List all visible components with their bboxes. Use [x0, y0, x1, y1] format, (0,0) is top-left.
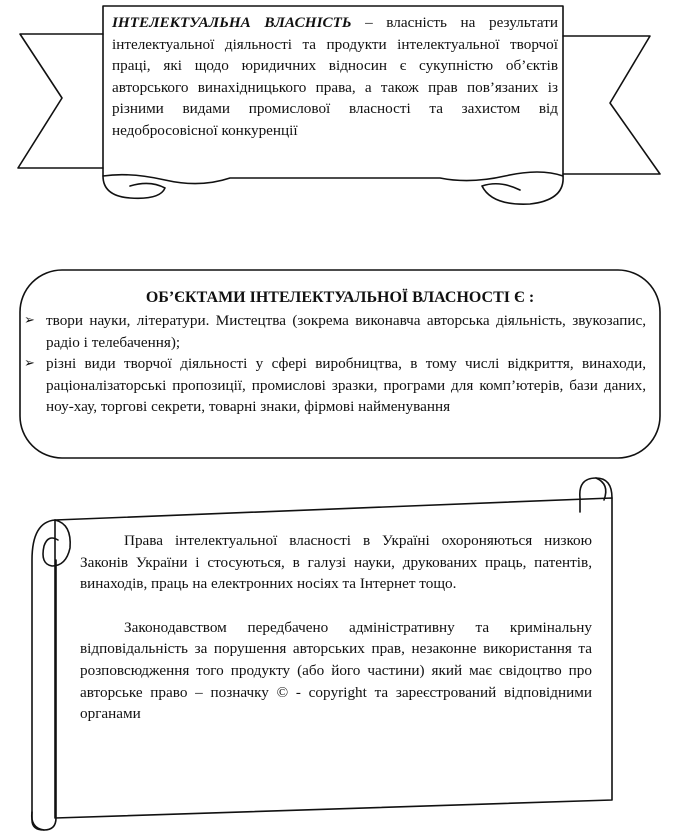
banner-curl-right	[482, 176, 563, 204]
banner-curl-left	[103, 176, 165, 198]
scroll-top-roll-inner	[596, 478, 606, 500]
scroll-left-curl	[43, 520, 70, 566]
list-item-text: твори науки, літератури. Мистецтва (зокрема виконавча авторська діяльність, звукозапис, радіо і телебачення);	[46, 312, 646, 351]
objects-box	[20, 270, 660, 418]
definition-text: – власність на результати інтелектуальної діяльності та продукти інтелектуальної творчої праці, які щодо юридичних відносин є сукупністю об’єктів авторського винахідницького права, а також прав пов’язаних із різними видами промислової власності та захистом від недобросовісної конкуренції	[112, 14, 558, 139]
scroll-content	[80, 530, 592, 747]
arrow-bullet-icon: ➢	[24, 313, 35, 328]
definition-block	[112, 12, 558, 142]
scroll-paragraph: Законодавством передбачено адміністративну та кримінальну відповідальність за порушення авторських прав, незаконне використання та розповсюдження того продукту (або його частини) який має свідоцтво про авторське право – позначку © - copyright та зареєстрований відповідними органами	[80, 618, 592, 723]
scroll-paragraph: Права інтелектуальної власності в Україні охороняються низкою Законів України і стосуються, в галузі науки, друкованих праць, патентів, винаходів, праць на електронних носіях та Інтернет тощо.	[80, 532, 592, 593]
definition-term: ІНТЕЛЕКТУАЛЬНА ВЛАСНІСТЬ	[112, 14, 352, 31]
list-item	[20, 353, 646, 418]
banner-right-tail	[563, 36, 660, 174]
list-item-text: різні види творчої діяльності у сфері виробництва, в тому числі відкриття, винаходи, раціоналізаторські пропозиції, промислові зразки, програми для комп’ютерів, бази даних, ноу-хау, торгові секрети, товарні знаки, фірмові найменування	[46, 355, 646, 415]
objects-title: ОБ’ЄКТАМИ ІНТЕЛЕКТУАЛЬНОЇ ВЛАСНОСТІ Є :	[145, 289, 535, 306]
scroll-top-roll	[580, 478, 612, 512]
banner-left-tail	[18, 34, 103, 168]
list-item	[20, 310, 646, 353]
objects-list	[20, 310, 660, 418]
arrow-bullet-icon: ➢	[24, 356, 35, 371]
